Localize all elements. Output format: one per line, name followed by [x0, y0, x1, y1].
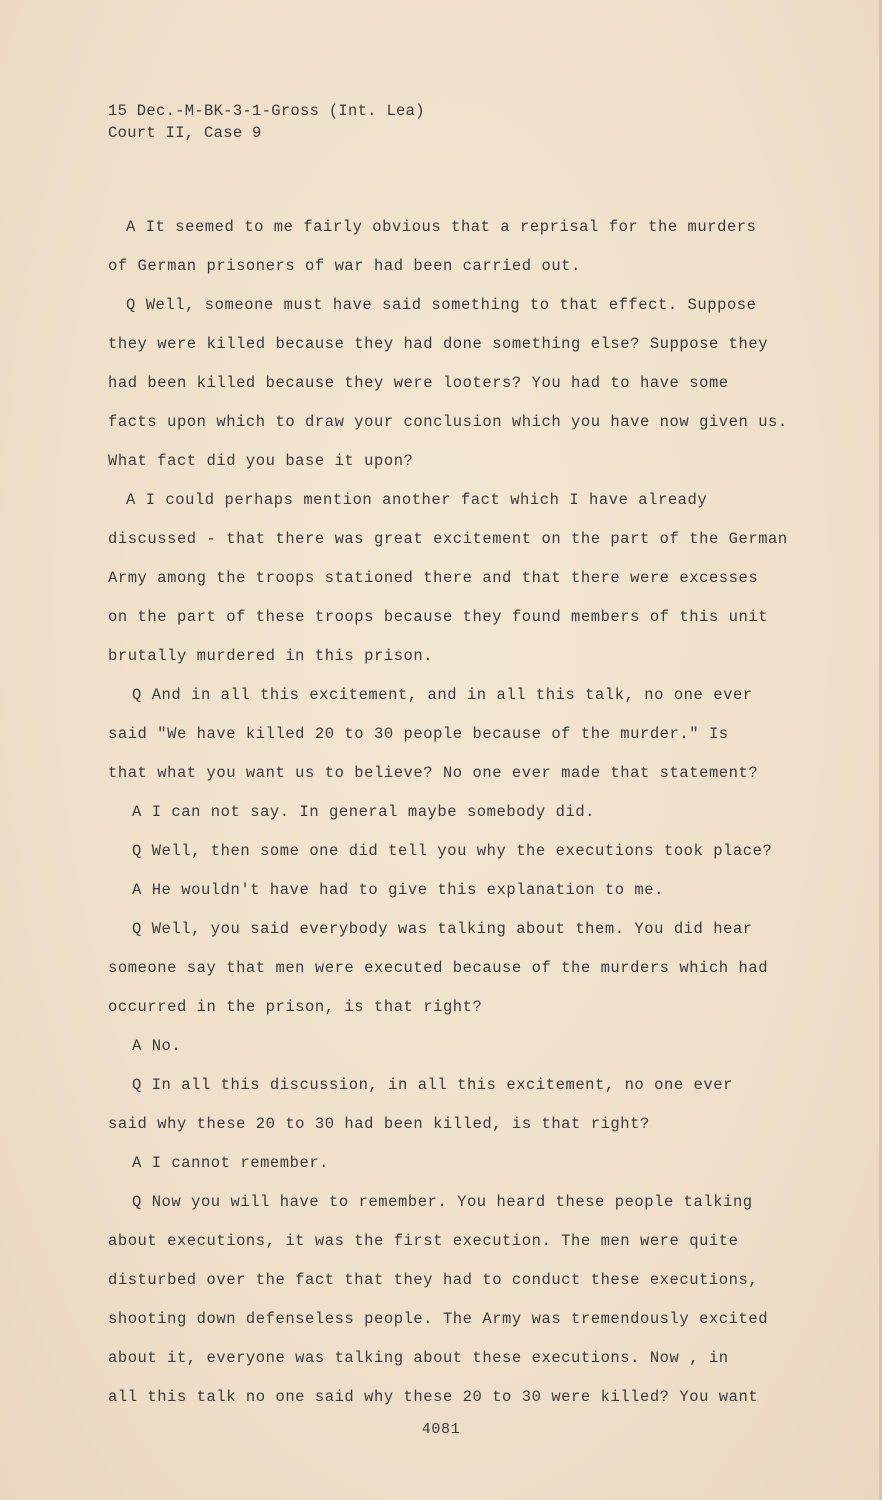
- transcript-line: brutally murdered in this prison.: [108, 647, 434, 665]
- transcript-line: What fact did you base it upon?: [108, 452, 414, 470]
- transcript-line: occurred in the prison, is that right?: [108, 998, 483, 1016]
- transcript-line: Army among the troops stationed there and that there were excesses: [108, 569, 759, 587]
- transcript-line: shooting down defenseless people. The Army was tremendously excited: [108, 1310, 769, 1328]
- page-number: 4081: [421, 1421, 461, 1438]
- transcript-line: A It seemed to me fairly obvious that a reprisal for the murders: [126, 218, 757, 236]
- transcript-line: A I can not say. In general maybe somebody did.: [132, 803, 596, 821]
- transcript-line: A No.: [132, 1037, 182, 1055]
- transcript-line: A He wouldn't have had to give this explanation to me.: [132, 881, 664, 899]
- transcript-line: Q Now you will have to remember. You heard these people talking: [132, 1193, 753, 1211]
- transcript-line: all this talk no one said why these 20 to 30 were killed? You want: [108, 1388, 759, 1406]
- transcript-line: they were killed because they had done something else? Suppose they: [108, 335, 769, 353]
- transcript-line: A I could perhaps mention another fact which I have already: [126, 491, 708, 509]
- transcript-body: [108, 212, 788, 1421]
- transcript-line: that what you want us to believe? No one ever made that statement?: [108, 764, 759, 782]
- transcript-line: had been killed because they were looters? You had to have some: [108, 374, 729, 392]
- transcript-line: discussed - that there was great excitement on the part of the German: [108, 530, 788, 548]
- transcript-line: about executions, it was the first execution. The men were quite: [108, 1232, 739, 1250]
- transcript-line: facts upon which to draw your conclusion which you have now given us.: [108, 413, 788, 431]
- header-line-2: Court II, Case 9: [108, 124, 262, 142]
- transcript-line: disturbed over the fact that they had to conduct these executions,: [108, 1271, 759, 1289]
- transcript-line: on the part of these troops because they found members of this unit: [108, 608, 769, 626]
- transcript-line: of German prisoners of war had been carried out.: [108, 257, 581, 275]
- transcript-line: about it, everyone was talking about these executions. Now , in: [108, 1349, 729, 1367]
- transcript-line: Q And in all this excitement, and in all this talk, no one ever: [132, 686, 753, 704]
- transcript-line: A I cannot remember.: [132, 1154, 330, 1172]
- transcript-line: someone say that men were executed because of the murders which had: [108, 959, 769, 977]
- header-line-1: 15 Dec.-M-BK-3-1-Gross (Int. Lea): [108, 102, 425, 120]
- transcript-line: Q In all this discussion, in all this excitement, no one ever: [132, 1076, 733, 1094]
- transcript-line: said "We have killed 20 to 30 people because of the murder." Is: [108, 725, 729, 743]
- transcript-line: Q Well, someone must have said something to that effect. Suppose: [126, 296, 757, 314]
- transcript-line: Q Well, then some one did tell you why the executions took place?: [132, 842, 773, 860]
- document-header: [108, 100, 425, 144]
- transcript-line: said why these 20 to 30 had been killed, is that right?: [108, 1115, 650, 1133]
- transcript-line: Q Well, you said everybody was talking about them. You did hear: [132, 920, 753, 938]
